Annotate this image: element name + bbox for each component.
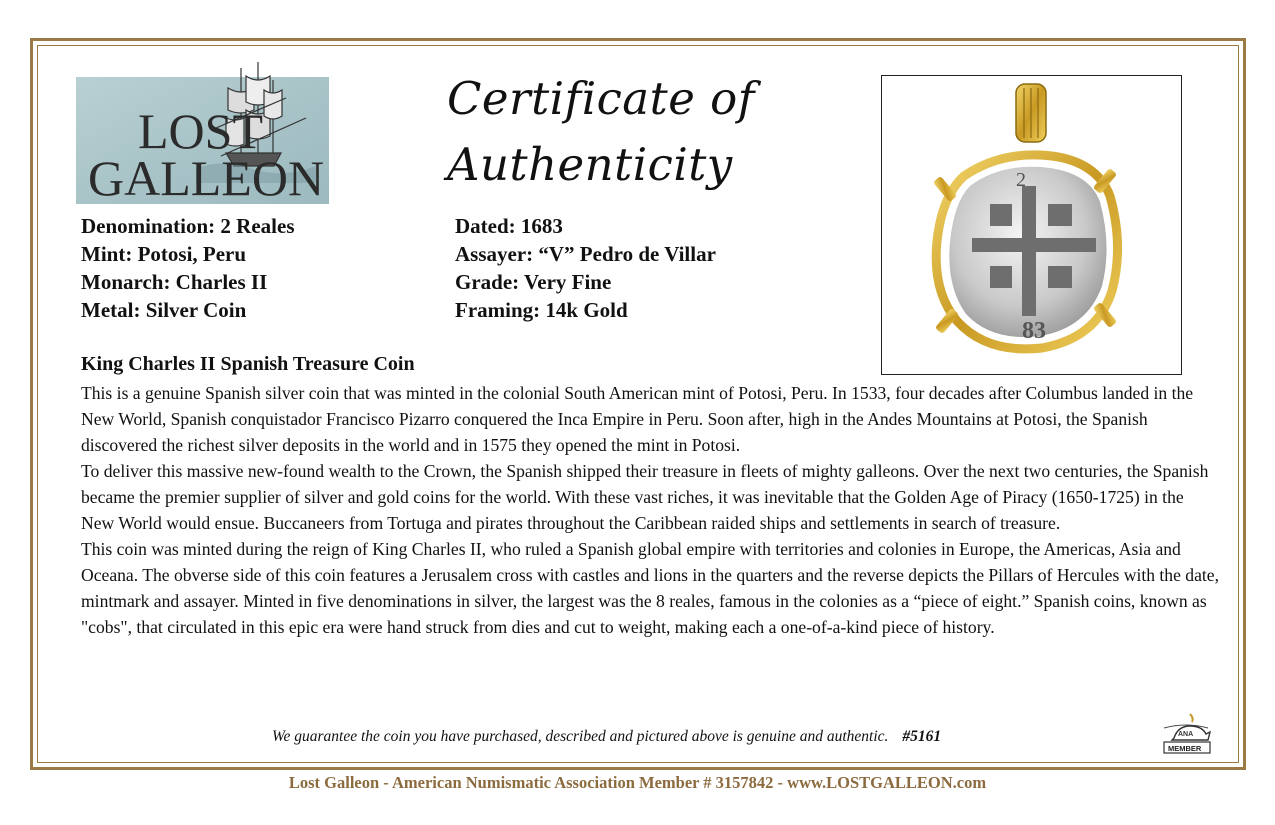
ana-badge-bottom-text: MEMBER bbox=[1168, 744, 1202, 753]
description-paragraph: This coin was minted during the reign of King Charles II, who ruled a Spanish global empire with territories and colonies in Europe, the Americas, Asia and Oceana. The obverse side of this coin features a Jerusalem cross with castles and lions in the quarters and the reverse depicts the Pillars of Hercules with the date, mintmark and assayer. Minted in five denominations in silver, the largest was the 8 reales, famous in the colonies as a “piece of eight.” Spanish coins, known as "cobs", that circulated in this epic era were hand struck from dies and cut to weight, making each a one-of-a-kind piece of history. bbox=[81, 539, 1220, 637]
coin-specs-right bbox=[455, 212, 716, 324]
spec-metal: Metal: Silver Coin bbox=[81, 298, 247, 322]
coin-date-mark: 83 bbox=[1022, 318, 1046, 344]
spec-dated: Dated: 1683 bbox=[455, 214, 563, 238]
coin-photo-frame bbox=[881, 75, 1182, 375]
coin-denomination-mark: 2 bbox=[1016, 169, 1026, 191]
ana-badge-top-text: ANA bbox=[1178, 731, 1194, 738]
title-line-2: Authenticity bbox=[447, 138, 733, 191]
spec-grade: Grade: Very Fine bbox=[455, 270, 612, 294]
certificate-title bbox=[447, 66, 755, 198]
spec-assayer: Assayer: “V” Pedro de Villar bbox=[455, 242, 716, 266]
description-paragraph: To deliver this massive new-found wealth to the Crown, the Spanish shipped their treasure in fleets of mighty galleons. Over the next two centuries, the Spanish became the premier supplier of silver and gold coins for the world. With these vast riches, it was inevitable that the Golden Age of Piracy (1650-1725) in the New World would ensue. Buccaneers from Tortuga and pirates throughout the Caribbean raided ships and settlements in search of treasure. bbox=[81, 461, 1209, 533]
guarantee-statement bbox=[272, 728, 941, 746]
coin-description-body bbox=[81, 380, 1221, 640]
description-paragraph: This is a genuine Spanish silver coin that was minted in the colonial South American mint of Potosi, Peru. In 1533, four decades after Columbus landed in the New World, Spanish conquistador Francisco Pizarro conquered the Inca Empire in Peru. Soon after, high in the Andes Mountains at Potosi, the Spanish discovered the richest silver deposits in the world and in 1575 they opened the mint in Potosi. bbox=[81, 383, 1194, 455]
coin-pendant-image bbox=[882, 76, 1180, 373]
coin-description-heading: King Charles II Spanish Treasure Coin bbox=[81, 353, 415, 375]
guarantee-text: We guarantee the coin you have purchased, described and pictured above is genuine and authentic. bbox=[272, 728, 889, 745]
coin-specs-left bbox=[81, 212, 295, 324]
logo-text-galleon: GALLEON bbox=[88, 150, 325, 204]
title-line-1: Certificate of bbox=[447, 72, 755, 125]
footer-membership-line: Lost Galleon - American Numismatic Association Member # 3157842 - www.LOSTGALLEON.com bbox=[288, 773, 987, 792]
spec-mint: Mint: Potosi, Peru bbox=[81, 242, 247, 266]
spec-framing: Framing: 14k Gold bbox=[455, 298, 628, 322]
lost-galleon-logo bbox=[76, 58, 329, 204]
spec-monarch: Monarch: Charles II bbox=[81, 270, 268, 294]
spec-denomination: Denomination: 2 Reales bbox=[81, 214, 295, 238]
ana-member-badge-icon bbox=[1150, 708, 1222, 758]
certificate-reference-number: #5161 bbox=[902, 728, 942, 745]
logo-text-lost: LOST bbox=[138, 103, 263, 159]
